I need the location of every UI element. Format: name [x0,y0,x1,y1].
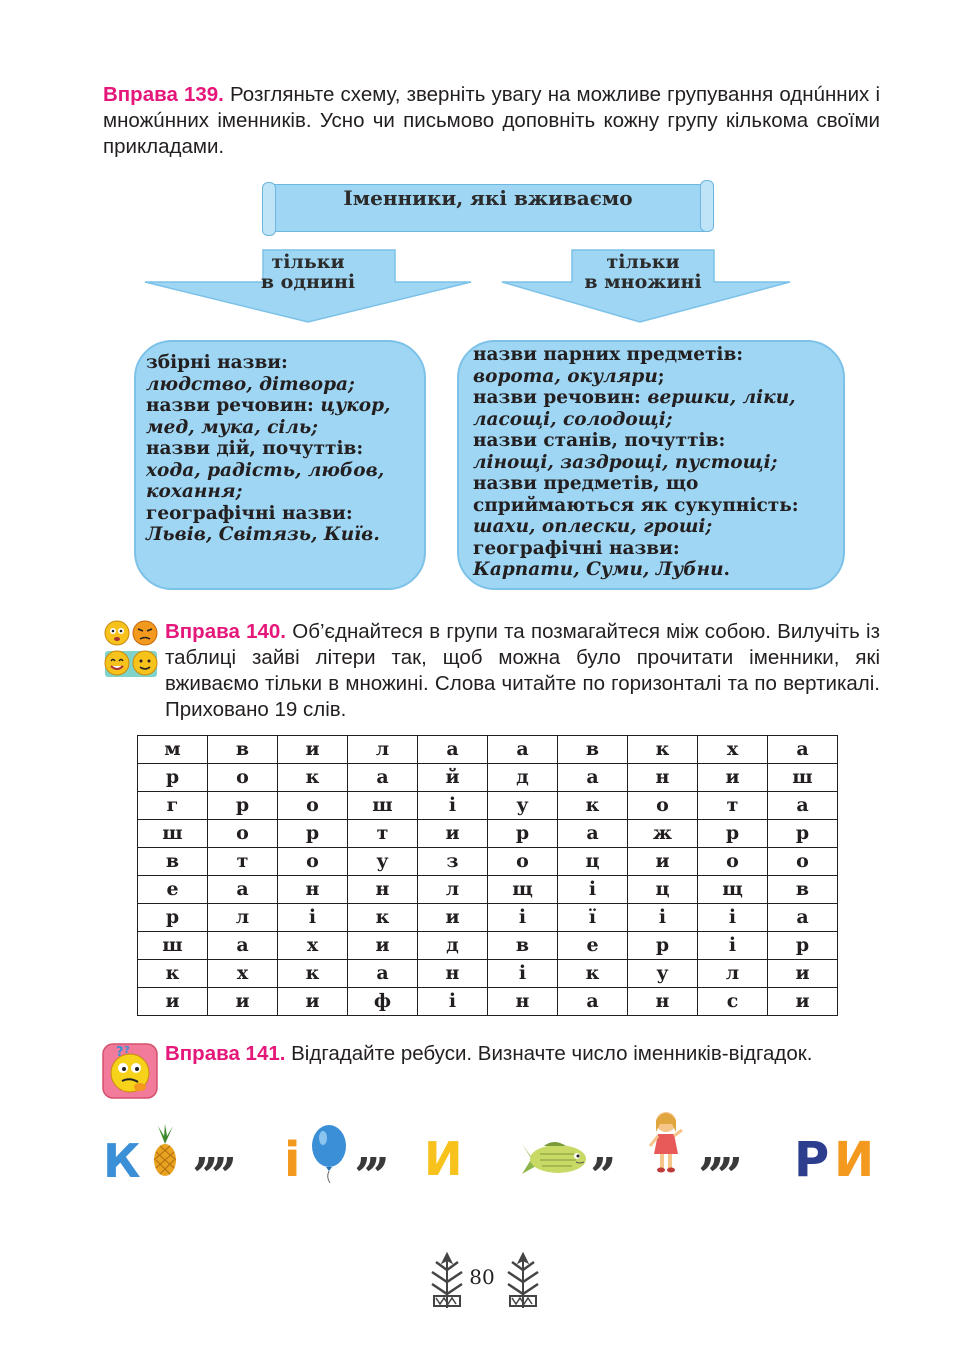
exercise-140 [165,619,880,723]
box-line: людство, дітвора; [146,373,355,395]
thinking-emoji-icon [102,1043,158,1099]
grid-cell: в [138,848,208,876]
grid-cell: к [138,960,208,988]
grid-row [138,792,838,820]
grid-cell: и [768,988,838,1016]
grid-cell: н [348,876,418,904]
grid-row [138,848,838,876]
grid-row [138,904,838,932]
box-line: назви речовин: цукор, [146,395,391,416]
grid-cell: х [278,932,348,960]
grid-cell: х [208,960,278,988]
grid-cell: о [488,848,558,876]
grid-cell: а [418,736,488,764]
grid-cell: щ [698,876,768,904]
exercise-139-title: Вправа 139. [103,83,224,106]
grid-row [138,876,838,904]
grid-cell: а [208,932,278,960]
exercise-140-title: Вправа 140. [165,620,287,643]
page-number: 80 [469,1265,495,1289]
exercise-141 [165,1041,880,1067]
grid-cell: а [208,876,278,904]
grid-cell: ш [138,820,208,848]
box-line: Львів, Світязь, Київ. [146,524,380,545]
grid-cell: р [488,820,558,848]
grid-cell: щ [488,876,558,904]
grid-cell: р [208,792,278,820]
box-line: назви дій, почуттів: [146,438,364,459]
ornament-right-icon [504,1252,542,1315]
box-line: географічні назви: [146,502,353,524]
grid-cell: и [418,820,488,848]
group-work-icon [103,619,159,679]
grid-cell: р [278,820,348,848]
grid-cell: у [348,848,418,876]
grid-cell: в [488,932,558,960]
grid-cell: и [278,988,348,1016]
grid-cell: й [418,764,488,792]
grid-cell: е [558,932,628,960]
girl-icon [646,1110,686,1183]
grid-row [138,960,838,988]
grid-cell: и [278,736,348,764]
grid-cell: а [348,960,418,988]
exercise-139 [103,82,880,160]
grid-cell: і [488,904,558,932]
grid-cell: в [558,736,628,764]
box-line: сприймаються як сукупність: [473,494,799,516]
grid-cell: з [418,848,488,876]
rebus-2-commas-2: ,,,, [700,1124,738,1175]
grid-cell: о [768,848,838,876]
grid-cell: н [278,876,348,904]
grid-cell: о [208,764,278,792]
grid-cell: н [628,988,698,1016]
grid-cell: ж [628,820,698,848]
grid-cell: р [768,820,838,848]
grid-cell: у [628,960,698,988]
grid-cell: і [418,988,488,1016]
grid-cell: і [278,904,348,932]
letter-grid [137,735,838,1016]
grid-cell: к [558,792,628,820]
grid-cell: ф [348,988,418,1016]
grid-cell: л [208,904,278,932]
grid-cell: т [348,820,418,848]
grid-cell: ц [558,848,628,876]
grid-row [138,736,838,764]
plural-examples-box [457,340,845,590]
grid-cell: а [768,792,838,820]
exercise-139-text: Розгляньте схему, зверніть увагу на можливе групування однúнних і множúнних іменників. Усно чи письмово доповніть кожну групу кількома своїми прикладами. [103,83,881,158]
rebus-2-letter-y: И [834,1132,875,1188]
box-line: лінощі, заздрощі, пустощі; [473,451,778,473]
grid-cell: і [698,904,768,932]
grid-cell: и [628,848,698,876]
arrow-plural-line-2: в множині [584,271,702,293]
box-line: назви парних предметів: [473,344,744,365]
grid-cell: і [628,904,698,932]
grid-cell: о [698,848,768,876]
grid-cell: л [348,736,418,764]
box-line: шахи, оплески, гроші; [473,516,713,537]
grid-cell: м [138,736,208,764]
grid-row [138,932,838,960]
ornament-left-icon [428,1252,466,1315]
grid-cell: у [488,792,558,820]
grid-cell: д [488,764,558,792]
rebus-1-letter-k: К [103,1134,141,1188]
rebus-2-commas-1: ,, [592,1124,611,1175]
arrow-singular-line-2: в однині [260,271,356,293]
grid-cell: о [208,820,278,848]
grid-cell: т [208,848,278,876]
grid-cell: к [628,736,698,764]
grid-cell: х [698,736,768,764]
box-line: кохання; [146,481,243,502]
grid-cell: и [208,988,278,1016]
box-line: ворота, окуляри; [473,365,665,387]
grid-cell: н [628,764,698,792]
svg-text:?: ? [124,1045,130,1056]
grid-cell: а [348,764,418,792]
balloon-icon [310,1124,348,1189]
grid-cell: и [348,932,418,960]
exercise-141-text: Відгадайте ребуси. Визначте число іменників-відгадок. [285,1042,813,1065]
grid-cell: р [698,820,768,848]
scheme-banner [262,180,714,236]
grid-cell: о [628,792,698,820]
grid-cell: ш [768,764,838,792]
grid-cell: о [278,848,348,876]
rebus-1-commas-1: ,,,, [194,1124,232,1175]
box-line: назви речовин: вершки, ліки, [473,387,796,408]
grid-cell: к [558,960,628,988]
grid-cell: ш [348,792,418,820]
grid-row [138,764,838,792]
arrow-singular [143,248,473,324]
grid-row [138,820,838,848]
box-line: хода, радість, любов, [146,459,385,481]
grid-cell: о [278,792,348,820]
grid-cell: і [488,960,558,988]
grid-cell: а [768,904,838,932]
grid-cell: ш [138,932,208,960]
box-line: географічні назви: [473,537,680,559]
grid-cell: в [768,876,838,904]
fish-icon [514,1136,594,1187]
grid-cell: ц [628,876,698,904]
rebus-1-letter-y: И [424,1132,463,1186]
grid-cell: і [698,932,768,960]
grid-cell: н [418,960,488,988]
exercise-140-text: Об’єднайтеся в групи та позмагайтеся між собою. Вилучіть із таблиці зайві літери так, щоб можна було прочитати іменники, які вживаємо тільки в множині. Слова читайте по горизонталі та по вертикалі. Приховано 19 слів. [165,620,881,721]
grid-row [138,988,838,1016]
grid-cell: а [558,988,628,1016]
grid-cell: и [768,960,838,988]
grid-cell: л [418,876,488,904]
grid-cell: а [768,736,838,764]
grid-cell: в [208,736,278,764]
grid-cell: к [278,764,348,792]
grid-cell: и [418,904,488,932]
box-line: мед, мука, сіль; [146,416,319,438]
grid-cell: н [488,988,558,1016]
grid-cell: к [278,960,348,988]
box-line: назви предметів, що [473,473,699,494]
grid-cell: т [698,792,768,820]
grid-cell: с [698,988,768,1016]
exercise-141-title: Вправа 141. [165,1042,286,1065]
grid-cell: а [558,764,628,792]
grid-cell: ї [558,904,628,932]
rebus-2-letter-r: Р [794,1132,830,1188]
grid-cell: л [698,960,768,988]
pineapple-icon [148,1124,182,1183]
arrow-plural [500,248,830,324]
grid-cell: д [418,932,488,960]
grid-cell: р [628,932,698,960]
grid-cell: к [348,904,418,932]
grid-cell: е [138,876,208,904]
grid-cell: р [768,932,838,960]
box-line: назви станів, почуттів: [473,430,726,451]
grid-cell: и [138,988,208,1016]
grid-cell: и [698,764,768,792]
box-line: збірні назви: [146,352,288,373]
rebus-1-letter-i: і [284,1132,301,1188]
grid-cell: а [558,820,628,848]
grid-cell: а [488,736,558,764]
arrow-singular-line-1: тільки [271,251,345,273]
grid-cell: р [138,904,208,932]
arrow-plural-line-1: тільки [606,251,680,273]
singular-examples-box [134,340,426,590]
box-line: ласощі, солодощі; [473,408,673,430]
rebus-1-commas-2: ,,, [356,1124,384,1175]
grid-cell: і [558,876,628,904]
grid-cell: г [138,792,208,820]
grid-cell: р [138,764,208,792]
box-line: Карпати, Суми, Лубни. [473,559,730,580]
scheme-banner-label: Іменники, які вживаємо [343,186,633,210]
grid-cell: і [418,792,488,820]
svg-text:?: ? [116,1045,124,1060]
